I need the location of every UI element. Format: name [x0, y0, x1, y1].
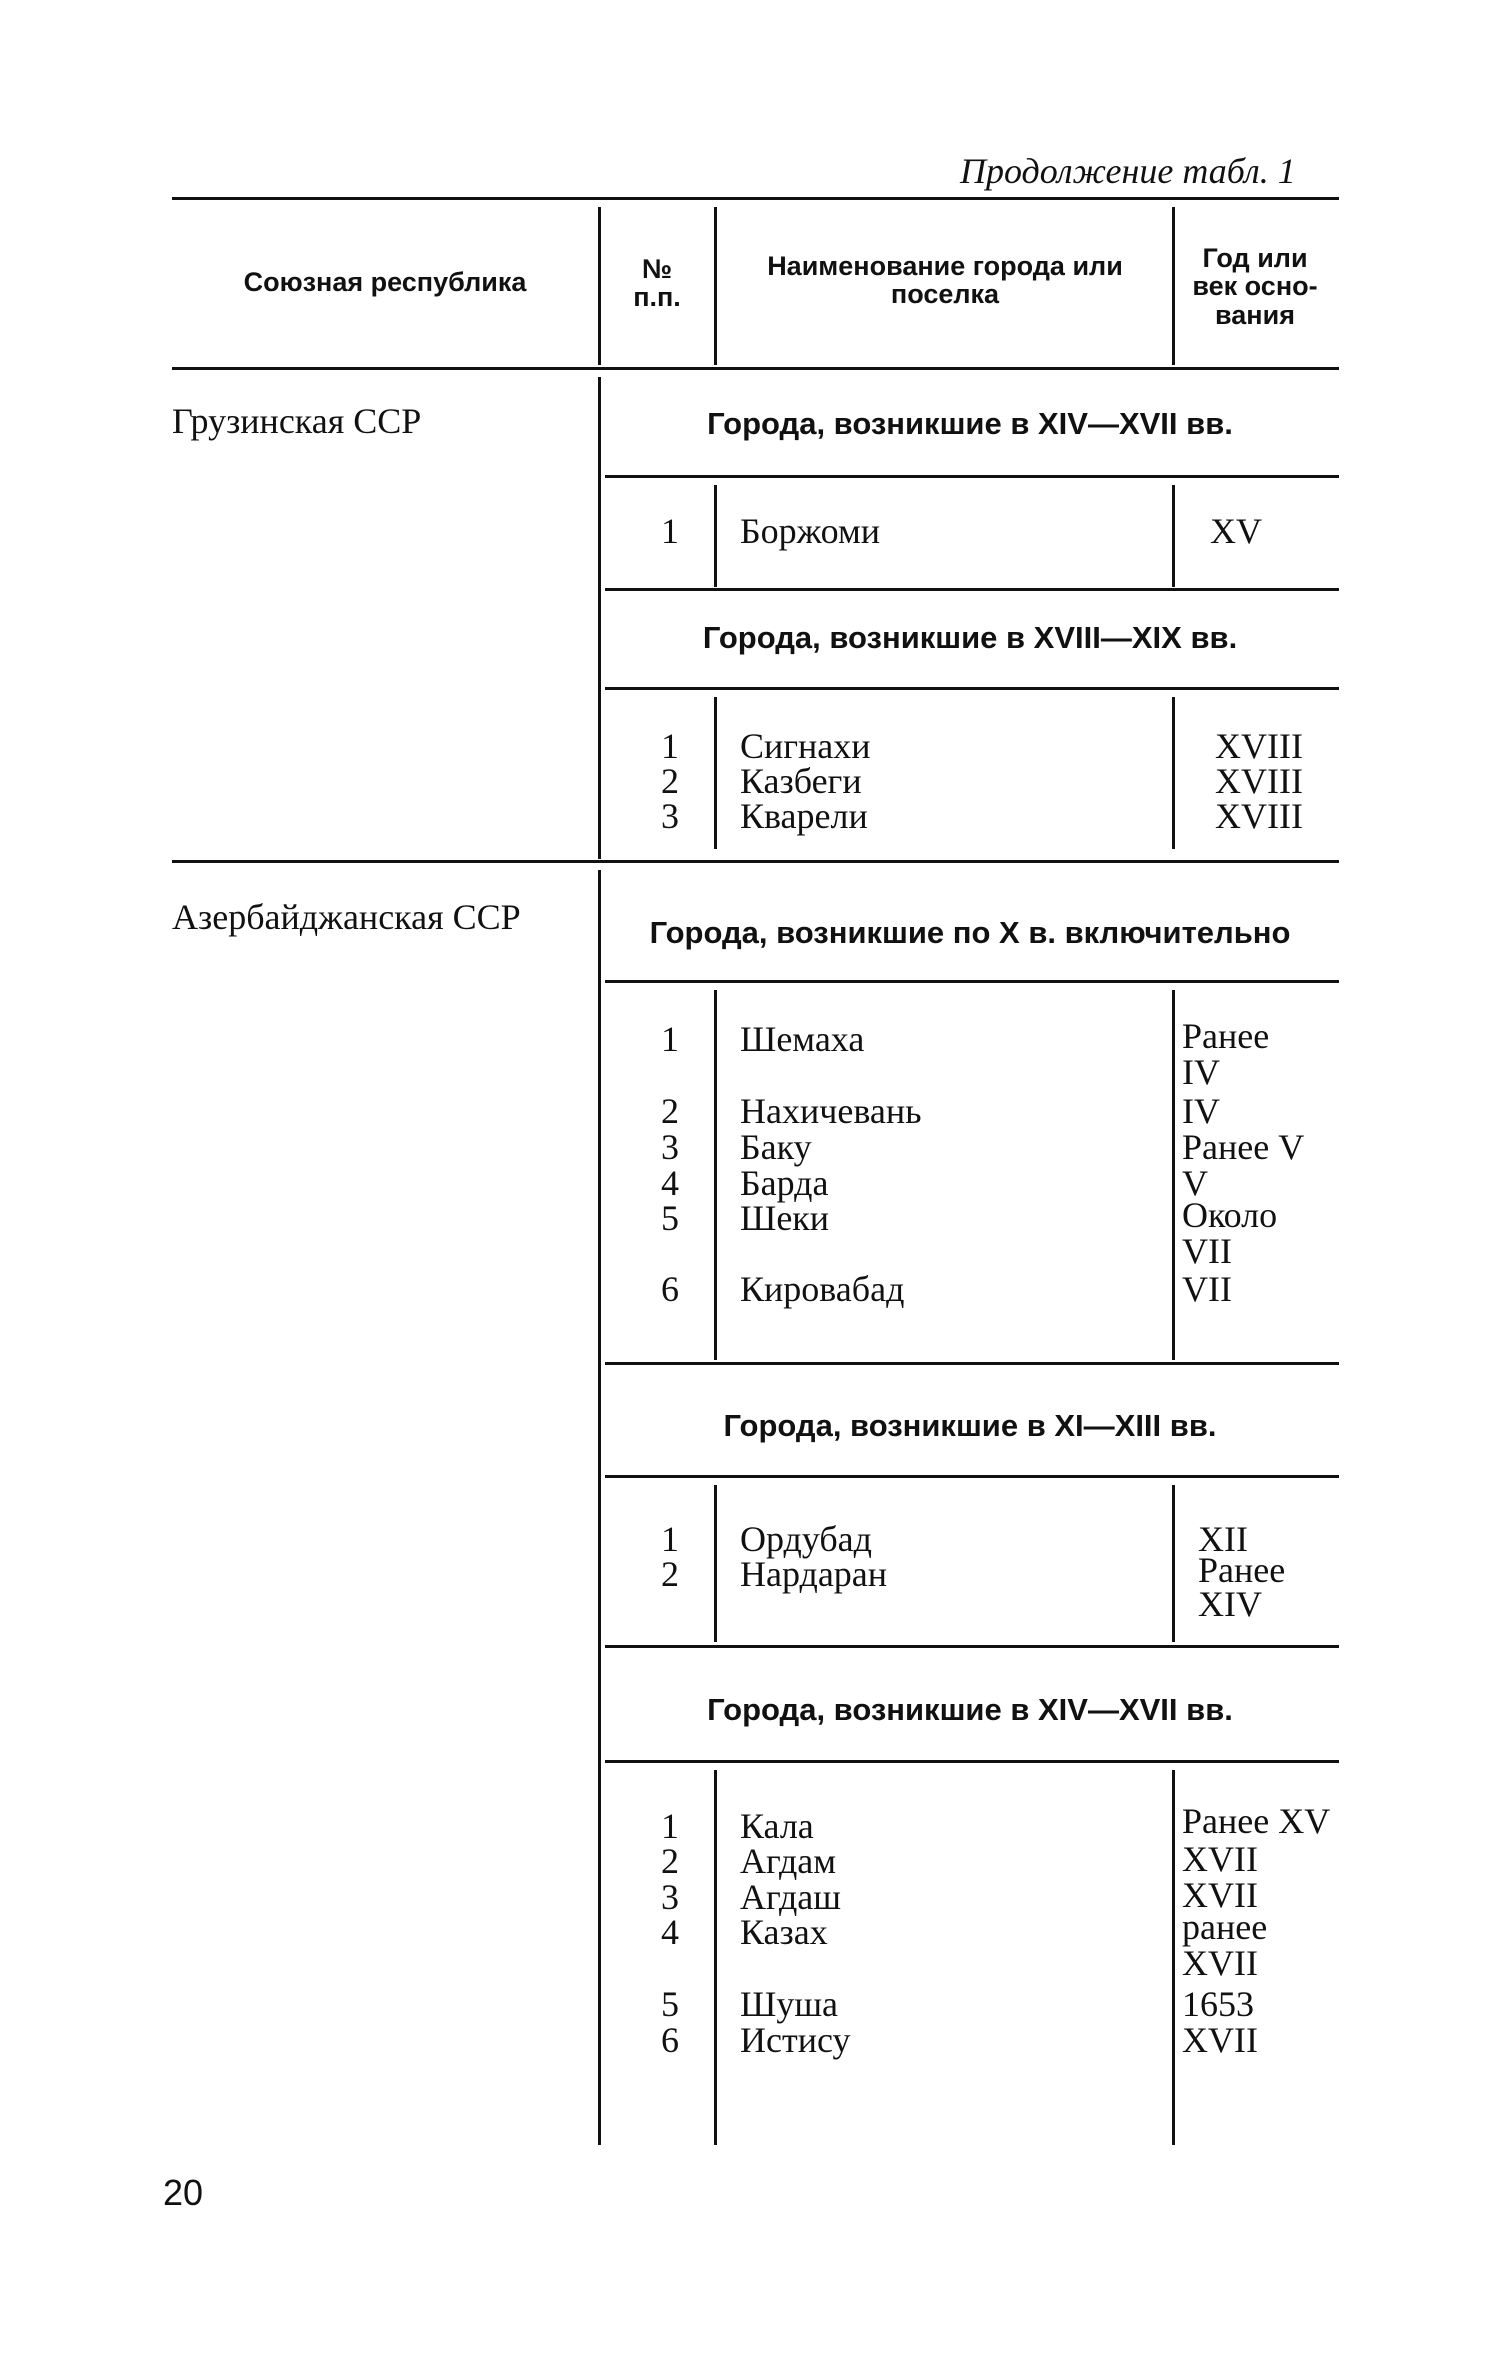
- row-year: Ранее IV: [1182, 1016, 1270, 1092]
- row-year: XVIII: [1215, 726, 1303, 766]
- row-city: Шемаха: [740, 1019, 865, 1059]
- republic-divider: [598, 377, 601, 859]
- row-year: XVIII: [1215, 796, 1303, 836]
- row-number: 3: [661, 796, 679, 836]
- row-number: 5: [661, 1984, 679, 2024]
- group-rule: [605, 687, 1339, 690]
- row-number: 5: [661, 1198, 679, 1238]
- row-number: 1: [661, 1519, 679, 1559]
- row-year: V: [1182, 1163, 1208, 1203]
- row-number: 3: [661, 1877, 679, 1917]
- header-name: Наименование города или поселка: [767, 251, 1123, 310]
- row-number: 3: [661, 1127, 679, 1167]
- row-number: 4: [661, 1163, 679, 1203]
- row-year: Около VII: [1182, 1195, 1278, 1271]
- group-rule: [605, 1760, 1339, 1763]
- group-rule: [605, 1475, 1339, 1478]
- group-rule: [605, 1362, 1339, 1365]
- row-city: Истису: [740, 2020, 851, 2060]
- row-number: 1: [661, 1806, 679, 1846]
- col-divider: [1172, 990, 1175, 1360]
- group-heading: Города, возникшие в XIV—XVII вв.: [707, 1692, 1233, 1727]
- group-heading: Города, возникшие в XI—XIII вв.: [723, 1408, 1217, 1443]
- row-city: Казбеги: [740, 761, 862, 801]
- row-city: Шеки: [740, 1198, 830, 1238]
- republic-azerbaijan: Азербайджанская ССР: [172, 897, 521, 937]
- row-city: Агдаш: [740, 1877, 841, 1917]
- republic-separator: [172, 860, 1339, 863]
- row-city: Боржоми: [740, 511, 881, 551]
- row-year: XII: [1198, 1519, 1248, 1559]
- header-divider: [598, 207, 601, 365]
- header-number: № п.п.: [633, 254, 681, 313]
- header-divider: [1172, 207, 1175, 365]
- row-city: Нардаран: [740, 1554, 888, 1594]
- row-city: Сигнахи: [740, 726, 871, 766]
- row-year: Ранее V: [1182, 1127, 1305, 1167]
- col-divider: [1172, 485, 1175, 587]
- republic-divider: [598, 870, 601, 2145]
- row-number: 1: [661, 511, 679, 551]
- group-heading: Города, возникшие в XIV—XVII вв.: [707, 406, 1233, 441]
- row-year: Ранее XIV: [1198, 1550, 1286, 1624]
- republic-georgian: Грузинская ССР: [172, 401, 422, 441]
- row-city: Кала: [740, 1806, 814, 1846]
- col-divider: [1172, 1770, 1175, 2145]
- row-city: Казах: [740, 1912, 828, 1952]
- header-republic: Союзная республика: [243, 267, 527, 297]
- row-city: Кварели: [740, 796, 868, 836]
- row-year: ранее XVII: [1182, 1907, 1268, 1983]
- row-city: Ордубад: [740, 1519, 872, 1559]
- row-year: XVII: [1182, 1875, 1258, 1915]
- row-year: Ранее XV: [1182, 1801, 1331, 1841]
- row-number: 2: [661, 761, 679, 801]
- row-city: Баку: [740, 1127, 812, 1167]
- row-number: 2: [661, 1091, 679, 1131]
- row-year: XVII: [1182, 1839, 1258, 1879]
- header-year: Год или век осно- вания: [1192, 243, 1318, 330]
- row-city: Кировабад: [740, 1269, 905, 1309]
- row-city: Агдам: [740, 1841, 837, 1881]
- table-caption: Продолжение табл. 1: [960, 151, 1296, 191]
- row-city: Барда: [740, 1163, 829, 1203]
- row-number: 2: [661, 1554, 679, 1594]
- group-rule: [605, 588, 1339, 591]
- group-rule: [605, 475, 1339, 478]
- row-year: VII: [1182, 1269, 1232, 1309]
- row-year: XVII: [1182, 2020, 1258, 2060]
- col-divider: [1172, 697, 1175, 849]
- row-year: XVIII: [1215, 761, 1303, 801]
- row-number: 6: [661, 2020, 679, 2060]
- header-top-rule: [172, 197, 1339, 200]
- row-city: Шуша: [740, 1984, 839, 2024]
- group-rule: [605, 1645, 1339, 1648]
- row-number: 6: [661, 1269, 679, 1309]
- group-heading: Города, возникшие по X в. включительно: [649, 915, 1291, 950]
- row-year: XV: [1210, 511, 1262, 551]
- page-number: 20: [163, 2172, 204, 2213]
- row-number: 2: [661, 1841, 679, 1881]
- header-bottom-rule: [172, 367, 1339, 370]
- col-divider: [1172, 1485, 1175, 1642]
- group-rule: [605, 980, 1339, 983]
- row-year: 1653: [1182, 1984, 1254, 2024]
- row-year: IV: [1182, 1091, 1220, 1131]
- row-number: 1: [661, 1019, 679, 1059]
- row-number: 1: [661, 726, 679, 766]
- header-divider: [714, 207, 717, 365]
- row-number: 4: [661, 1912, 679, 1952]
- row-city: Нахичевань: [740, 1091, 922, 1131]
- group-heading: Города, возникшие в XVIII—XIX вв.: [702, 620, 1238, 655]
